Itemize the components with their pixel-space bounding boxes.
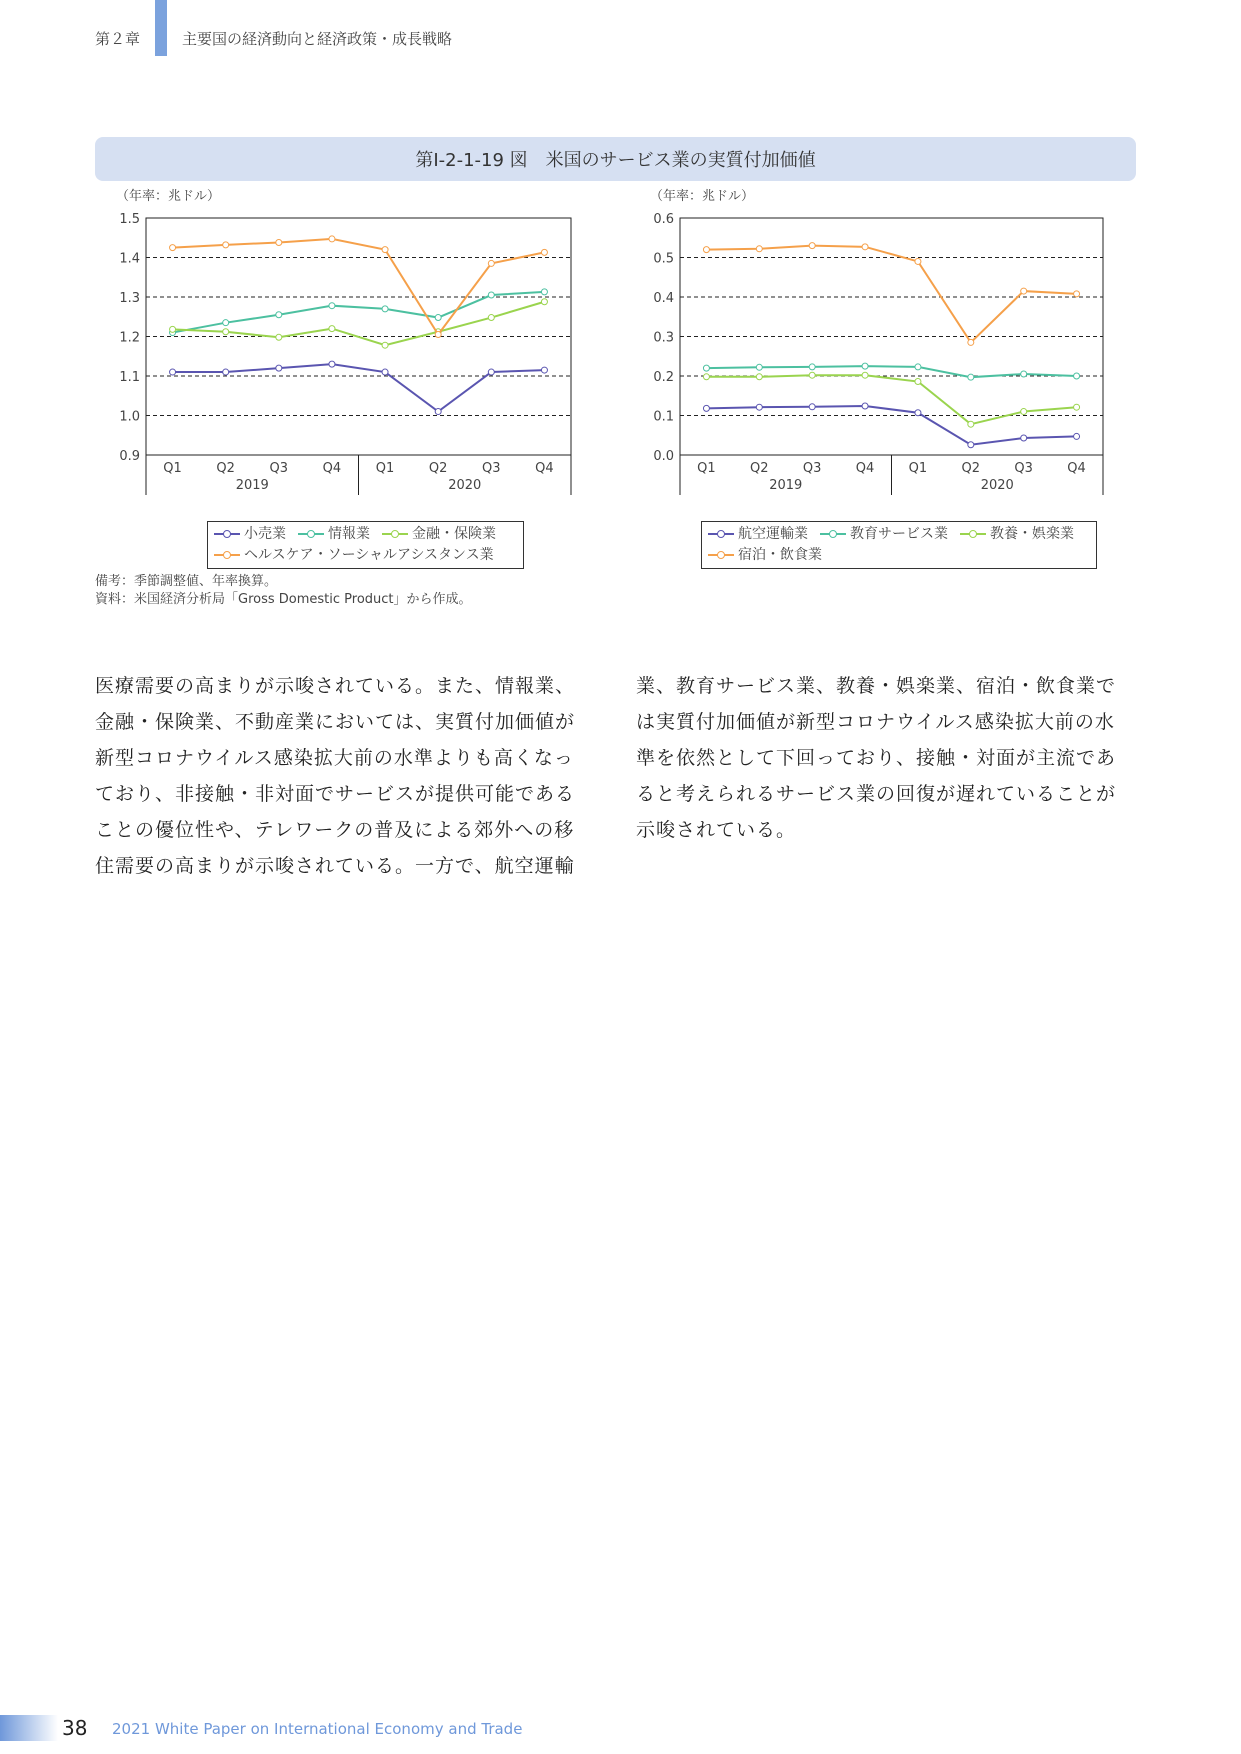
y-axis-unit: （年率：兆ドル） (650, 189, 755, 204)
x-tick-label: Q2 (428, 461, 448, 476)
data-point-marker (968, 442, 974, 448)
legend-label: 教養・娯楽業 (990, 526, 1074, 542)
data-point-marker (170, 245, 176, 251)
data-point-marker (170, 326, 176, 332)
x-group-label: 2019 (769, 478, 803, 493)
data-point-marker (1021, 409, 1027, 415)
data-point-marker (1074, 404, 1080, 410)
data-point-marker (223, 369, 229, 375)
footer-accent-gradient (0, 1715, 58, 1741)
data-point-marker (488, 315, 494, 321)
legend-label: 宿泊・飲食業 (738, 547, 822, 563)
data-point-marker (862, 244, 868, 250)
body-line: 示唆されている。 (636, 819, 797, 841)
y-tick-label: 0.6 (653, 212, 674, 227)
body-line: 準を依然として下回っており、接触・対面が主流であ (636, 747, 1117, 769)
line-chart-svg (95, 190, 575, 500)
data-point-marker (968, 339, 974, 345)
data-point-marker (862, 403, 868, 409)
data-point-marker (223, 329, 229, 335)
x-tick-label: Q4 (1067, 461, 1086, 476)
data-point-marker (435, 315, 441, 321)
x-group-label: 2020 (448, 478, 482, 493)
x-group-label: 2019 (235, 478, 269, 493)
x-tick-label: Q2 (216, 461, 235, 476)
legend-label: 小売業 (244, 526, 286, 542)
figure-title: 第Ⅰ-2-1-19 図 米国のサービス業の実質付加価値 (95, 137, 1136, 181)
data-point-marker (488, 292, 494, 298)
y-tick-label: 1.3 (119, 291, 140, 306)
legend-item (820, 524, 948, 544)
body-line: ており、非接触・非対面でサービスが提供可能である (95, 783, 576, 805)
data-point-marker (541, 249, 547, 255)
legend-line-marker-icon (214, 529, 240, 539)
figure-notes (95, 573, 472, 609)
x-tick-label: Q3 (269, 461, 289, 476)
data-point-marker (329, 361, 335, 367)
legend-line-marker-icon (298, 529, 324, 539)
data-point-marker (329, 326, 335, 332)
data-point-marker (276, 239, 282, 245)
legend-right (701, 521, 1097, 569)
x-tick-label: Q2 (750, 461, 769, 476)
data-point-marker (756, 404, 762, 410)
publication-title: 2021 White Paper on International Economy and Trade (112, 1720, 523, 1738)
y-tick-label: 1.2 (119, 330, 140, 346)
data-point-marker (435, 332, 441, 338)
x-tick-label: Q2 (961, 461, 981, 476)
data-point-marker (703, 365, 709, 371)
x-tick-label: Q4 (855, 461, 875, 476)
x-tick-label: Q1 (697, 461, 716, 476)
data-point-marker (756, 364, 762, 370)
data-point-marker (915, 258, 921, 264)
x-tick-label: Q4 (322, 461, 342, 476)
data-point-marker (703, 405, 709, 411)
page-number: 38 (62, 1716, 88, 1740)
data-point-marker (541, 289, 547, 295)
y-tick-label: 0.4 (653, 291, 674, 306)
y-tick-label: 1.5 (119, 212, 140, 227)
x-tick-label: Q3 (802, 461, 822, 476)
data-point-marker (223, 242, 229, 248)
legend-left (207, 521, 524, 569)
x-tick-label: Q1 (908, 461, 928, 476)
legend-label: 金融・保険業 (412, 526, 496, 542)
data-point-marker (915, 410, 921, 416)
data-point-marker (915, 379, 921, 385)
x-tick-label: Q3 (1014, 461, 1033, 476)
data-point-marker (809, 372, 815, 378)
data-point-marker (382, 247, 388, 253)
data-point-marker (756, 246, 762, 252)
data-point-marker (968, 374, 974, 380)
data-point-marker (488, 369, 494, 375)
data-point-marker (862, 363, 868, 369)
body-line: 金融・保険業、不動産業においては、実質付加価値が (95, 711, 576, 733)
note-remarks: 備考：季節調整値、年率換算。 (95, 574, 278, 589)
data-point-marker (862, 372, 868, 378)
legend-item (298, 524, 370, 544)
data-point-marker (809, 364, 815, 370)
legend-item (708, 524, 808, 544)
data-point-marker (756, 374, 762, 380)
data-point-marker (1021, 371, 1027, 377)
x-tick-label: Q1 (375, 461, 395, 476)
body-line: 業、教育サービス業、教養・娯楽業、宿泊・飲食業で (636, 675, 1117, 697)
series-line (706, 375, 1076, 424)
legend-label: ヘルスケア・ソーシャルアシスタンス業 (244, 547, 494, 563)
body-line: は実質付加価値が新型コロナウイルス感染拡大前の水 (636, 711, 1115, 733)
legend-line-marker-icon (708, 550, 734, 560)
legend-item (382, 524, 496, 544)
y-tick-label: 1.1 (119, 370, 140, 385)
legend-item (214, 545, 494, 565)
body-line: ると考えられるサービス業の回復が遅れていることが (636, 783, 1117, 805)
y-tick-label: 0.1 (653, 409, 674, 425)
data-point-marker (915, 364, 921, 370)
legend-line-marker-icon (382, 529, 408, 539)
data-point-marker (276, 365, 282, 371)
data-point-marker (809, 243, 815, 249)
legend-line-marker-icon (708, 529, 734, 539)
data-point-marker (968, 421, 974, 427)
y-tick-label: 0.0 (653, 449, 674, 464)
x-tick-label: Q3 (482, 461, 501, 476)
x-tick-label: Q1 (163, 461, 182, 476)
data-point-marker (488, 260, 494, 266)
y-tick-label: 0.9 (119, 449, 140, 464)
legend-label: 教育サービス業 (850, 526, 948, 542)
y-tick-label: 1.0 (119, 409, 140, 425)
body-line: ことの優位性や、テレワークの普及による郊外への移 (95, 819, 575, 841)
data-point-marker (382, 369, 388, 375)
data-point-marker (1074, 373, 1080, 379)
data-point-marker (329, 236, 335, 242)
legend-line-marker-icon (214, 550, 240, 560)
y-tick-label: 0.3 (653, 330, 674, 346)
data-point-marker (223, 320, 229, 326)
data-point-marker (809, 404, 815, 410)
body-text-right (636, 668, 1136, 848)
data-point-marker (382, 306, 388, 312)
data-point-marker (1074, 433, 1080, 439)
header-accent-bar (155, 0, 167, 56)
series-line (706, 246, 1076, 343)
data-point-marker (276, 312, 282, 318)
legend-label: 航空運輸業 (738, 526, 808, 542)
y-tick-label: 1.4 (119, 251, 140, 267)
data-point-marker (435, 409, 441, 415)
line-chart-svg (630, 190, 1110, 500)
legend-line-marker-icon (820, 529, 846, 539)
data-point-marker (329, 303, 335, 309)
data-point-marker (1021, 435, 1027, 441)
y-tick-label: 0.2 (653, 370, 674, 385)
data-point-marker (541, 367, 547, 373)
series-line (173, 292, 545, 333)
data-point-marker (1074, 291, 1080, 297)
x-group-label: 2020 (980, 478, 1014, 493)
chapter-title: 主要国の経済動向と経済政策・成長戦略 (182, 30, 453, 48)
data-point-marker (170, 369, 176, 375)
y-axis-unit: （年率：兆ドル） (116, 189, 221, 204)
body-line: 住需要の高まりが示唆されている。一方で、航空運輸 (95, 855, 575, 877)
y-tick-label: 0.5 (653, 251, 674, 267)
legend-item (960, 524, 1074, 544)
body-line: 新型コロナウイルス感染拡大前の水準よりも高くなっ (95, 747, 574, 769)
chart-right (630, 190, 1110, 504)
x-tick-label: Q4 (535, 461, 554, 476)
legend-line-marker-icon (960, 529, 986, 539)
data-point-marker (382, 342, 388, 348)
data-point-marker (703, 374, 709, 380)
data-point-marker (276, 334, 282, 340)
legend-item (214, 524, 286, 544)
body-text-left (95, 668, 595, 884)
data-point-marker (1021, 288, 1027, 294)
body-line: 医療需要の高まりが示唆されている。また、情報業、 (95, 675, 576, 697)
note-source: 資料：米国経済分析局「Gross Domestic Product」から作成。 (95, 592, 472, 607)
data-point-marker (541, 299, 547, 305)
legend-item (708, 545, 822, 565)
data-point-marker (703, 247, 709, 253)
chart-left (95, 190, 575, 504)
chapter-label: 第２章 (95, 30, 141, 48)
series-line (173, 239, 545, 335)
legend-label: 情報業 (328, 526, 370, 542)
